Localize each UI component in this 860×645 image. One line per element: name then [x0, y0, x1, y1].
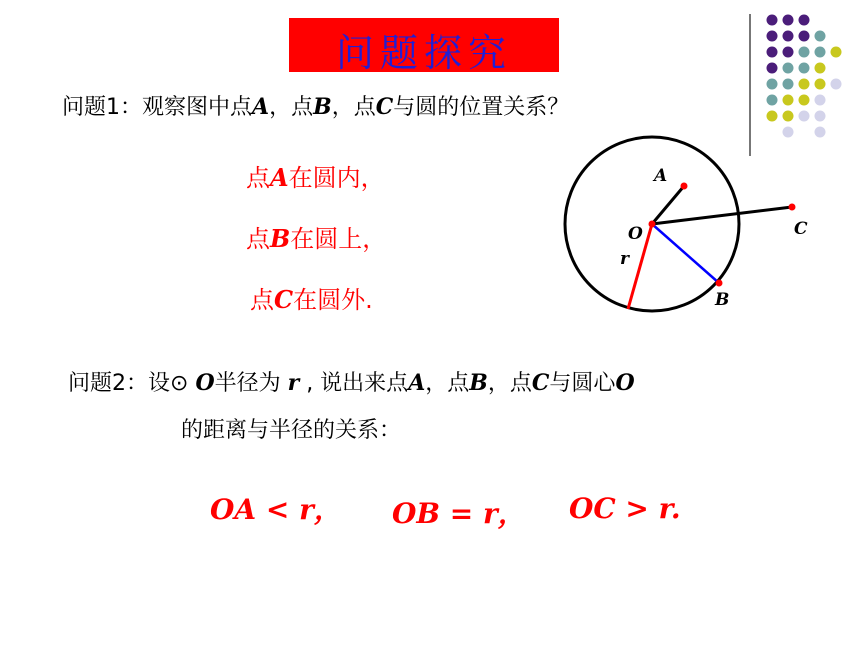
- answer-point: A: [270, 163, 289, 192]
- segment-oc: [652, 207, 792, 224]
- question-1-label: 问题1：: [62, 95, 142, 120]
- center-o-ref: O: [615, 370, 635, 396]
- center-o-ref: O: [195, 370, 215, 396]
- point-b: [716, 280, 723, 287]
- question-2-text: 半径为: [214, 371, 288, 396]
- segment-ob: [652, 224, 719, 283]
- point-c-ref: C: [375, 94, 394, 120]
- relation-oa: OA < r，: [210, 493, 342, 526]
- question-2-line-1: [68, 366, 635, 397]
- question-2-text: 设⊙: [148, 371, 196, 396]
- point-a-ref: A: [408, 370, 426, 396]
- point-b-ref: B: [469, 370, 488, 396]
- point-c-ref: C: [531, 370, 550, 396]
- question-1-text: ，点: [269, 95, 314, 120]
- question-1-text: 观察图中点: [142, 95, 253, 120]
- answer-text: 点: [246, 225, 270, 253]
- page-title: 问题探究: [335, 31, 512, 75]
- segment-oa: [652, 186, 684, 224]
- point-a-ref: A: [252, 94, 270, 120]
- answer-text: 点: [250, 286, 274, 314]
- label-o: O: [628, 224, 643, 244]
- answer-point: C: [274, 285, 294, 314]
- label-a: A: [654, 166, 668, 186]
- question-1-text: ，点: [331, 95, 376, 120]
- question-2-line-2: 的距离与半径的关系：: [181, 418, 402, 443]
- answer-text: 在圆外.: [293, 286, 373, 314]
- question-2-text: 与圆心: [549, 371, 616, 396]
- question-2-text: , 说出来点: [299, 371, 409, 396]
- point-o: [649, 221, 656, 228]
- relation-oc: OC > r.: [569, 492, 681, 525]
- point-a: [681, 183, 688, 190]
- relation-ob: OB = r，: [392, 497, 526, 530]
- question-1-text: 与圆的位置关系？: [393, 95, 570, 120]
- point-b-ref: B: [313, 94, 332, 120]
- answer-text: 在圆内，: [288, 164, 385, 192]
- label-c: C: [794, 219, 808, 239]
- question-2-label: 问题2：: [68, 371, 148, 396]
- answer-text: 点: [246, 164, 270, 192]
- label-b: B: [715, 290, 730, 310]
- answer-text: 在圆上，: [290, 225, 387, 253]
- answer-point: B: [270, 224, 291, 253]
- radius-r-ref: r: [287, 370, 300, 396]
- label-r: r: [620, 249, 629, 269]
- question-2-text: ，点: [487, 371, 532, 396]
- point-c: [789, 204, 796, 211]
- question-2-text: ，点: [425, 371, 470, 396]
